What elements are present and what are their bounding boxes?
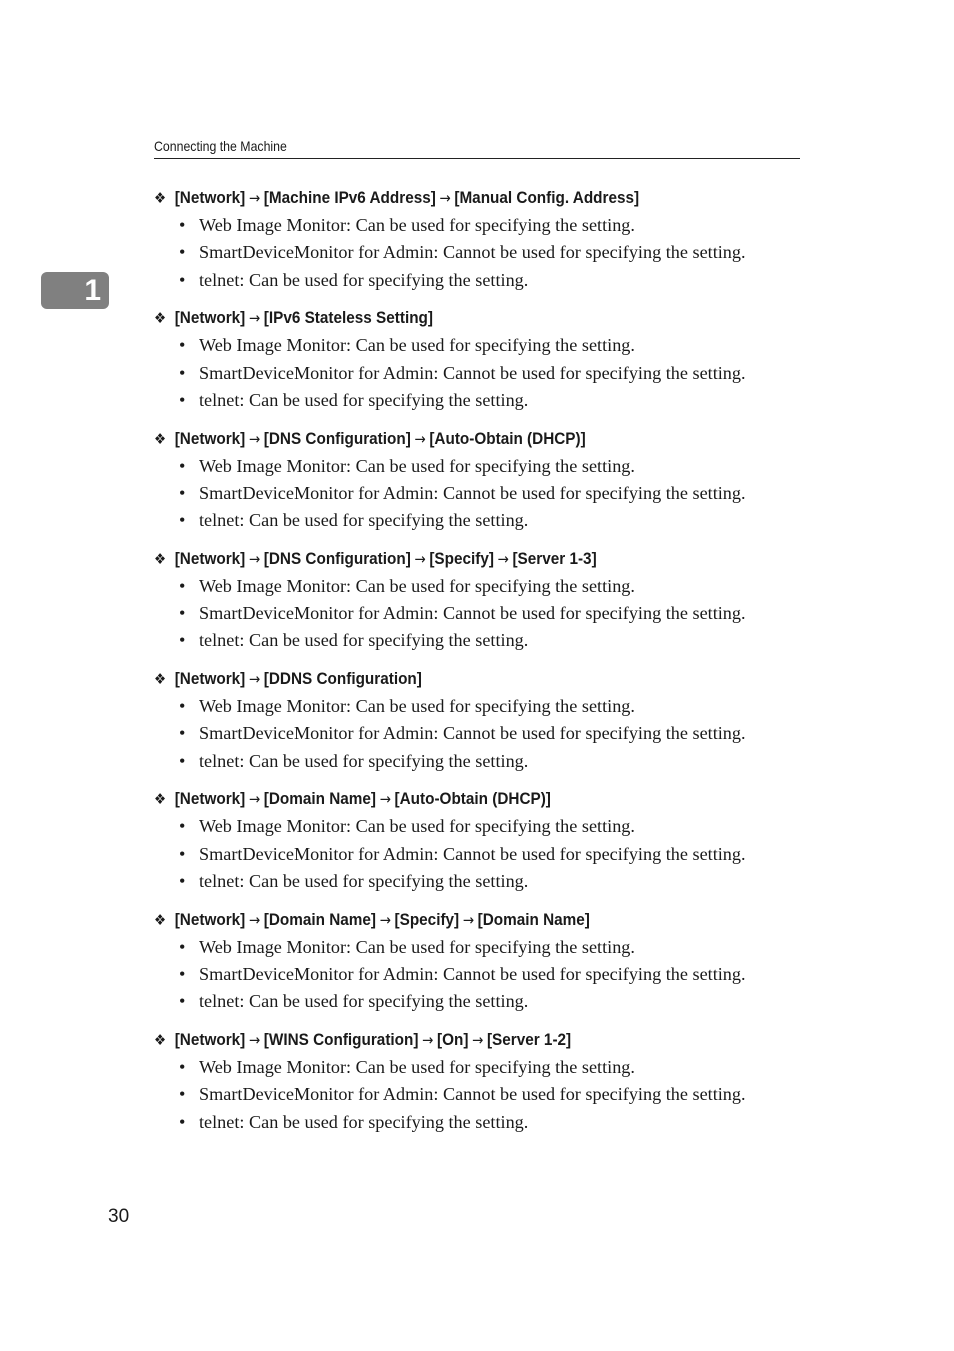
section-title — [154, 544, 748, 573]
settings-section — [154, 905, 814, 1025]
bullet-item: • telnet: Can be used for specifying the setting. — [154, 748, 814, 775]
menu-path-segment: [Auto-Obtain (DHCP)] — [394, 789, 551, 809]
diamond-bullet-icon: ❖ — [154, 670, 167, 689]
settings-section — [154, 183, 814, 303]
arrow-right-icon: → — [462, 910, 475, 929]
section-title — [154, 784, 748, 813]
menu-path-segment: [Domain Name] — [477, 909, 590, 929]
bullet-item: • SmartDeviceMonitor for Admin: Cannot be used for specifying the setting. — [154, 961, 814, 988]
diamond-bullet-icon: ❖ — [154, 549, 167, 568]
diamond-bullet-icon: ❖ — [154, 1031, 167, 1050]
arrow-right-icon: → — [497, 549, 509, 568]
settings-section — [154, 1025, 814, 1145]
diamond-bullet-icon: ❖ — [154, 309, 167, 328]
bullet-list — [154, 212, 814, 294]
menu-path-segment: [Network] — [174, 909, 246, 929]
bullet-item: • SmartDeviceMonitor for Admin: Cannot be used for specifying the setting. — [154, 360, 814, 387]
menu-path-segment: [Specify] — [429, 548, 494, 568]
settings-section — [154, 424, 814, 544]
bullet-item: • telnet: Can be used for specifying the setting. — [154, 267, 814, 294]
menu-path-segment: [Network] — [174, 428, 246, 448]
menu-path-segment: [IPv6 Stateless Setting] — [263, 308, 433, 328]
bullet-item: • SmartDeviceMonitor for Admin: Cannot be used for specifying the setting. — [154, 1081, 814, 1108]
section-title — [154, 664, 748, 693]
arrow-right-icon: → — [422, 1031, 434, 1050]
page-number: 30 — [108, 1206, 130, 1227]
arrow-right-icon: → — [414, 549, 426, 568]
bullet-item: • SmartDeviceMonitor for Admin: Cannot be used for specifying the setting. — [154, 720, 814, 747]
settings-section — [154, 303, 814, 423]
bullet-item: • telnet: Can be used for specifying the setting. — [154, 507, 814, 534]
settings-section — [154, 664, 814, 784]
menu-path-segment: [Network] — [174, 188, 246, 207]
bullet-item: • SmartDeviceMonitor for Admin: Cannot be used for specifying the setting. — [154, 480, 814, 507]
bullet-item: • SmartDeviceMonitor for Admin: Cannot be used for specifying the setting. — [154, 600, 814, 627]
bullet-list — [154, 332, 814, 414]
bullet-item: • Web Image Monitor: Can be used for specifying the setting. — [154, 1054, 814, 1081]
menu-path-segment: [Server 1-3] — [512, 548, 597, 568]
arrow-right-icon: → — [472, 1031, 484, 1050]
arrow-right-icon: → — [439, 189, 451, 207]
section-title — [154, 905, 748, 934]
arrow-right-icon: → — [248, 309, 261, 328]
bullet-item: • Web Image Monitor: Can be used for specifying the setting. — [154, 212, 814, 239]
menu-path-segment: [Network] — [174, 669, 246, 689]
menu-path-segment: [On] — [436, 1030, 469, 1050]
menu-path-segment: [Network] — [174, 308, 246, 328]
arrow-right-icon: → — [248, 189, 261, 207]
menu-path-segment: [Network] — [174, 1030, 246, 1050]
bullet-list — [154, 813, 814, 895]
header-divider — [154, 158, 800, 159]
arrow-right-icon: → — [414, 429, 426, 448]
menu-path-segment: [WINS Configuration] — [263, 1030, 419, 1050]
bullet-list — [154, 573, 814, 655]
bullet-item: • SmartDeviceMonitor for Admin: Cannot be used for specifying the setting. — [154, 841, 814, 868]
arrow-right-icon: → — [248, 429, 261, 448]
menu-path-segment: [Machine IPv6 Address] — [263, 188, 436, 207]
diamond-bullet-icon: ❖ — [154, 429, 167, 448]
section-title — [154, 303, 748, 332]
arrow-right-icon: → — [248, 670, 261, 689]
bullet-item: • telnet: Can be used for specifying the setting. — [154, 868, 814, 895]
menu-path-segment: [Network] — [174, 548, 246, 568]
bullet-item: • Web Image Monitor: Can be used for specifying the setting. — [154, 332, 814, 359]
menu-path-segment: [Manual Config. Address] — [454, 188, 640, 207]
menu-path-segment: [Auto-Obtain (DHCP)] — [429, 428, 586, 448]
bullet-list — [154, 1054, 814, 1136]
menu-path-segment: [Domain Name] — [263, 909, 377, 929]
menu-path-segment: [DNS Configuration] — [263, 548, 411, 568]
menu-path-segment: [Network] — [174, 789, 246, 809]
bullet-item: • telnet: Can be used for specifying the setting. — [154, 627, 814, 654]
bullet-item: • Web Image Monitor: Can be used for specifying the setting. — [154, 453, 814, 480]
bullet-item: • telnet: Can be used for specifying the setting. — [154, 387, 814, 414]
bullet-list — [154, 693, 814, 775]
menu-path-segment: [DDNS Configuration] — [263, 669, 422, 689]
settings-section — [154, 544, 814, 664]
bullet-item: • Web Image Monitor: Can be used for specifying the setting. — [154, 813, 814, 840]
menu-path-segment: [Server 1-2] — [486, 1030, 572, 1050]
bullet-list — [154, 934, 814, 1016]
bullet-item: • Web Image Monitor: Can be used for specifying the setting. — [154, 693, 814, 720]
settings-section — [154, 784, 814, 904]
diamond-bullet-icon: ❖ — [154, 189, 167, 207]
menu-path-segment: [DNS Configuration] — [263, 428, 411, 448]
bullet-list — [154, 453, 814, 535]
running-header: Connecting the Machine — [154, 138, 287, 154]
arrow-right-icon: → — [248, 1031, 261, 1050]
bullet-item: • telnet: Can be used for specifying the setting. — [154, 988, 814, 1015]
bullet-item: • SmartDeviceMonitor for Admin: Cannot be used for specifying the setting. — [154, 239, 814, 266]
arrow-right-icon: → — [248, 549, 261, 568]
section-title — [154, 1025, 748, 1054]
chapter-tab: 1 — [41, 272, 109, 309]
section-title — [154, 183, 748, 212]
bullet-item: • Web Image Monitor: Can be used for specifying the setting. — [154, 573, 814, 600]
section-title — [154, 424, 748, 453]
arrow-right-icon: → — [248, 790, 261, 809]
diamond-bullet-icon: ❖ — [154, 910, 167, 929]
arrow-right-icon: → — [248, 910, 261, 929]
bullet-item: • telnet: Can be used for specifying the setting. — [154, 1109, 814, 1136]
menu-path-segment: [Specify] — [394, 909, 460, 929]
diamond-bullet-icon: ❖ — [154, 790, 167, 809]
bullet-item: • Web Image Monitor: Can be used for specifying the setting. — [154, 934, 814, 961]
menu-path-segment: [Domain Name] — [263, 789, 377, 809]
settings-content — [154, 183, 814, 1145]
arrow-right-icon: → — [379, 790, 391, 809]
arrow-right-icon: → — [379, 910, 391, 929]
